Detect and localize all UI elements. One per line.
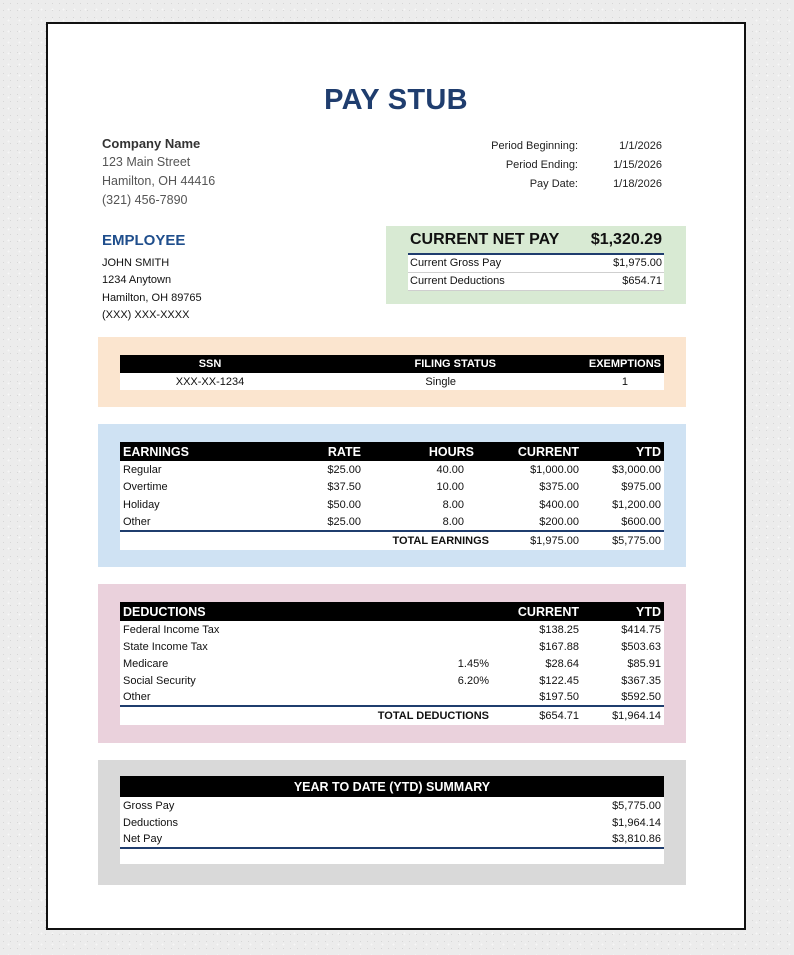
filing-status-value: Single	[300, 373, 544, 390]
deduction-type: Social Security	[120, 672, 364, 689]
hours-header: HOURS	[364, 442, 492, 461]
employee-street: 1234 Anytown	[102, 274, 172, 287]
earning-rate: $37.50	[290, 479, 364, 497]
net-pay-label: CURRENT NET PAY	[410, 231, 560, 248]
pay-date-value: 1/18/2026	[613, 178, 662, 190]
period-beginning-value: 1/1/2026	[619, 140, 662, 152]
deduction-current: $197.50	[492, 689, 582, 706]
ytd-summary-section	[98, 760, 686, 885]
exemptions-value: 1	[544, 373, 664, 390]
earnings-section	[98, 424, 686, 567]
table-row	[120, 496, 664, 514]
deductions-table	[120, 602, 664, 725]
deductions-header: DEDUCTIONS	[120, 602, 492, 621]
earning-type: Regular	[120, 461, 290, 479]
employee-name: JOHN SMITH	[102, 257, 170, 269]
rate-header: RATE	[290, 442, 364, 461]
earning-type: Overtime	[120, 479, 290, 497]
employee-phone: (XXX) XXX-XXXX	[102, 308, 190, 321]
deduction-ytd: $503.63	[582, 638, 664, 655]
earning-hours: 8.00	[364, 514, 492, 532]
ytd-header: YTD	[582, 442, 664, 461]
employee-info-table	[120, 355, 664, 390]
employee-block	[102, 230, 202, 324]
ssn-header: SSN	[120, 355, 300, 373]
exemptions-header: EXEMPTIONS	[544, 355, 664, 373]
deductions-ytd-header: YTD	[582, 602, 664, 621]
gross-pay-label: Current Gross Pay	[410, 257, 502, 269]
earnings-header: EARNINGS	[120, 442, 290, 461]
net-pay-box	[386, 226, 686, 304]
period-ending-value: 1/15/2026	[613, 159, 662, 171]
deductions-section	[98, 584, 686, 743]
gross-pay-value: $1,975.00	[613, 257, 662, 269]
period-values	[588, 137, 662, 194]
deduction-rate	[364, 621, 492, 638]
ytd-value: $5,775.00	[582, 797, 664, 814]
earning-ytd: $1,200.00	[582, 496, 664, 514]
ytd-value: $3,810.86	[582, 831, 664, 848]
ytd-label: Net Pay	[120, 831, 582, 848]
table-row	[120, 814, 664, 831]
earning-type: Holiday	[120, 496, 290, 514]
current-deductions-row	[408, 273, 664, 291]
deduction-current: $28.64	[492, 655, 582, 672]
deduction-current: $138.25	[492, 621, 582, 638]
table-row	[120, 461, 664, 479]
filing-status-header: FILING STATUS	[300, 355, 544, 373]
current-deductions-label: Current Deductions	[410, 275, 505, 287]
earning-ytd: $600.00	[582, 514, 664, 532]
earnings-table	[120, 442, 664, 550]
page-title: PAY STUB	[324, 84, 468, 116]
ytd-summary-header: YEAR TO DATE (YTD) SUMMARY	[120, 776, 664, 797]
deduction-type: Other	[120, 689, 364, 706]
employee-heading: EMPLOYEE	[102, 232, 186, 249]
table-row	[120, 672, 664, 689]
net-pay-value: $1,320.29	[590, 231, 662, 248]
total-deductions-ytd: $1,964.14	[582, 706, 664, 725]
earning-hours: 10.00	[364, 479, 492, 497]
total-earnings-ytd: $5,775.00	[582, 531, 664, 550]
table-row	[120, 831, 664, 848]
company-city: Hamilton, OH 44416	[102, 174, 216, 188]
deduction-current: $167.88	[492, 638, 582, 655]
company-street: 123 Main Street	[102, 155, 191, 169]
deduction-ytd: $85.91	[582, 655, 664, 672]
period-labels	[428, 137, 578, 194]
deduction-type: State Income Tax	[120, 638, 364, 655]
deduction-rate: 1.45%	[364, 655, 492, 672]
total-earnings-label: TOTAL EARNINGS	[364, 531, 492, 550]
total-earnings-row	[120, 531, 664, 550]
net-pay-header	[408, 229, 664, 255]
ytd-label: Deductions	[120, 814, 582, 831]
total-deductions-label: TOTAL DEDUCTIONS	[364, 706, 492, 725]
period-ending-label: Period Ending:	[505, 159, 578, 171]
ytd-blank-row	[120, 848, 664, 864]
ssn-value: XXX-XX-1234	[120, 373, 300, 390]
deduction-rate: 6.20%	[364, 672, 492, 689]
total-earnings-current: $1,975.00	[492, 531, 582, 550]
earning-rate: $50.00	[290, 496, 364, 514]
earning-type: Other	[120, 514, 290, 532]
deduction-ytd: $592.50	[582, 689, 664, 706]
earning-current: $400.00	[492, 496, 582, 514]
deduction-rate	[364, 689, 492, 706]
table-row	[120, 514, 664, 532]
employee-city: Hamilton, OH 89765	[102, 291, 202, 304]
period-beginning-label: Period Beginning:	[491, 140, 578, 152]
pay-stub-page	[46, 22, 746, 930]
deductions-current-header: CURRENT	[492, 602, 582, 621]
pay-date-label: Pay Date:	[529, 178, 578, 190]
earning-hours: 40.00	[364, 461, 492, 479]
earning-current: $375.00	[492, 479, 582, 497]
earning-current: $1,000.00	[492, 461, 582, 479]
employee-info-section	[98, 337, 686, 407]
current-header: CURRENT	[492, 442, 582, 461]
table-row	[120, 479, 664, 497]
current-deductions-value: $654.71	[622, 275, 662, 287]
deduction-current: $122.45	[492, 672, 582, 689]
deduction-type: Federal Income Tax	[120, 621, 364, 638]
deduction-rate	[364, 638, 492, 655]
company-block	[102, 134, 215, 210]
ytd-summary-table	[120, 776, 664, 864]
table-row	[120, 621, 664, 638]
deduction-ytd: $414.75	[582, 621, 664, 638]
earning-current: $200.00	[492, 514, 582, 532]
earning-ytd: $3,000.00	[582, 461, 664, 479]
total-deductions-current: $654.71	[492, 706, 582, 725]
table-row	[120, 655, 664, 672]
company-phone: (321) 456-7890	[102, 193, 188, 207]
deduction-ytd: $367.35	[582, 672, 664, 689]
table-row	[120, 797, 664, 814]
earning-ytd: $975.00	[582, 479, 664, 497]
company-name: Company Name	[102, 136, 201, 151]
earning-hours: 8.00	[364, 496, 492, 514]
earning-rate: $25.00	[290, 461, 364, 479]
ytd-label: Gross Pay	[120, 797, 582, 814]
earning-rate: $25.00	[290, 514, 364, 532]
total-deductions-row	[120, 706, 664, 725]
deduction-type: Medicare	[120, 655, 364, 672]
table-row	[120, 638, 664, 655]
table-row	[120, 689, 664, 706]
ytd-value: $1,964.14	[582, 814, 664, 831]
gross-pay-row	[408, 255, 664, 273]
